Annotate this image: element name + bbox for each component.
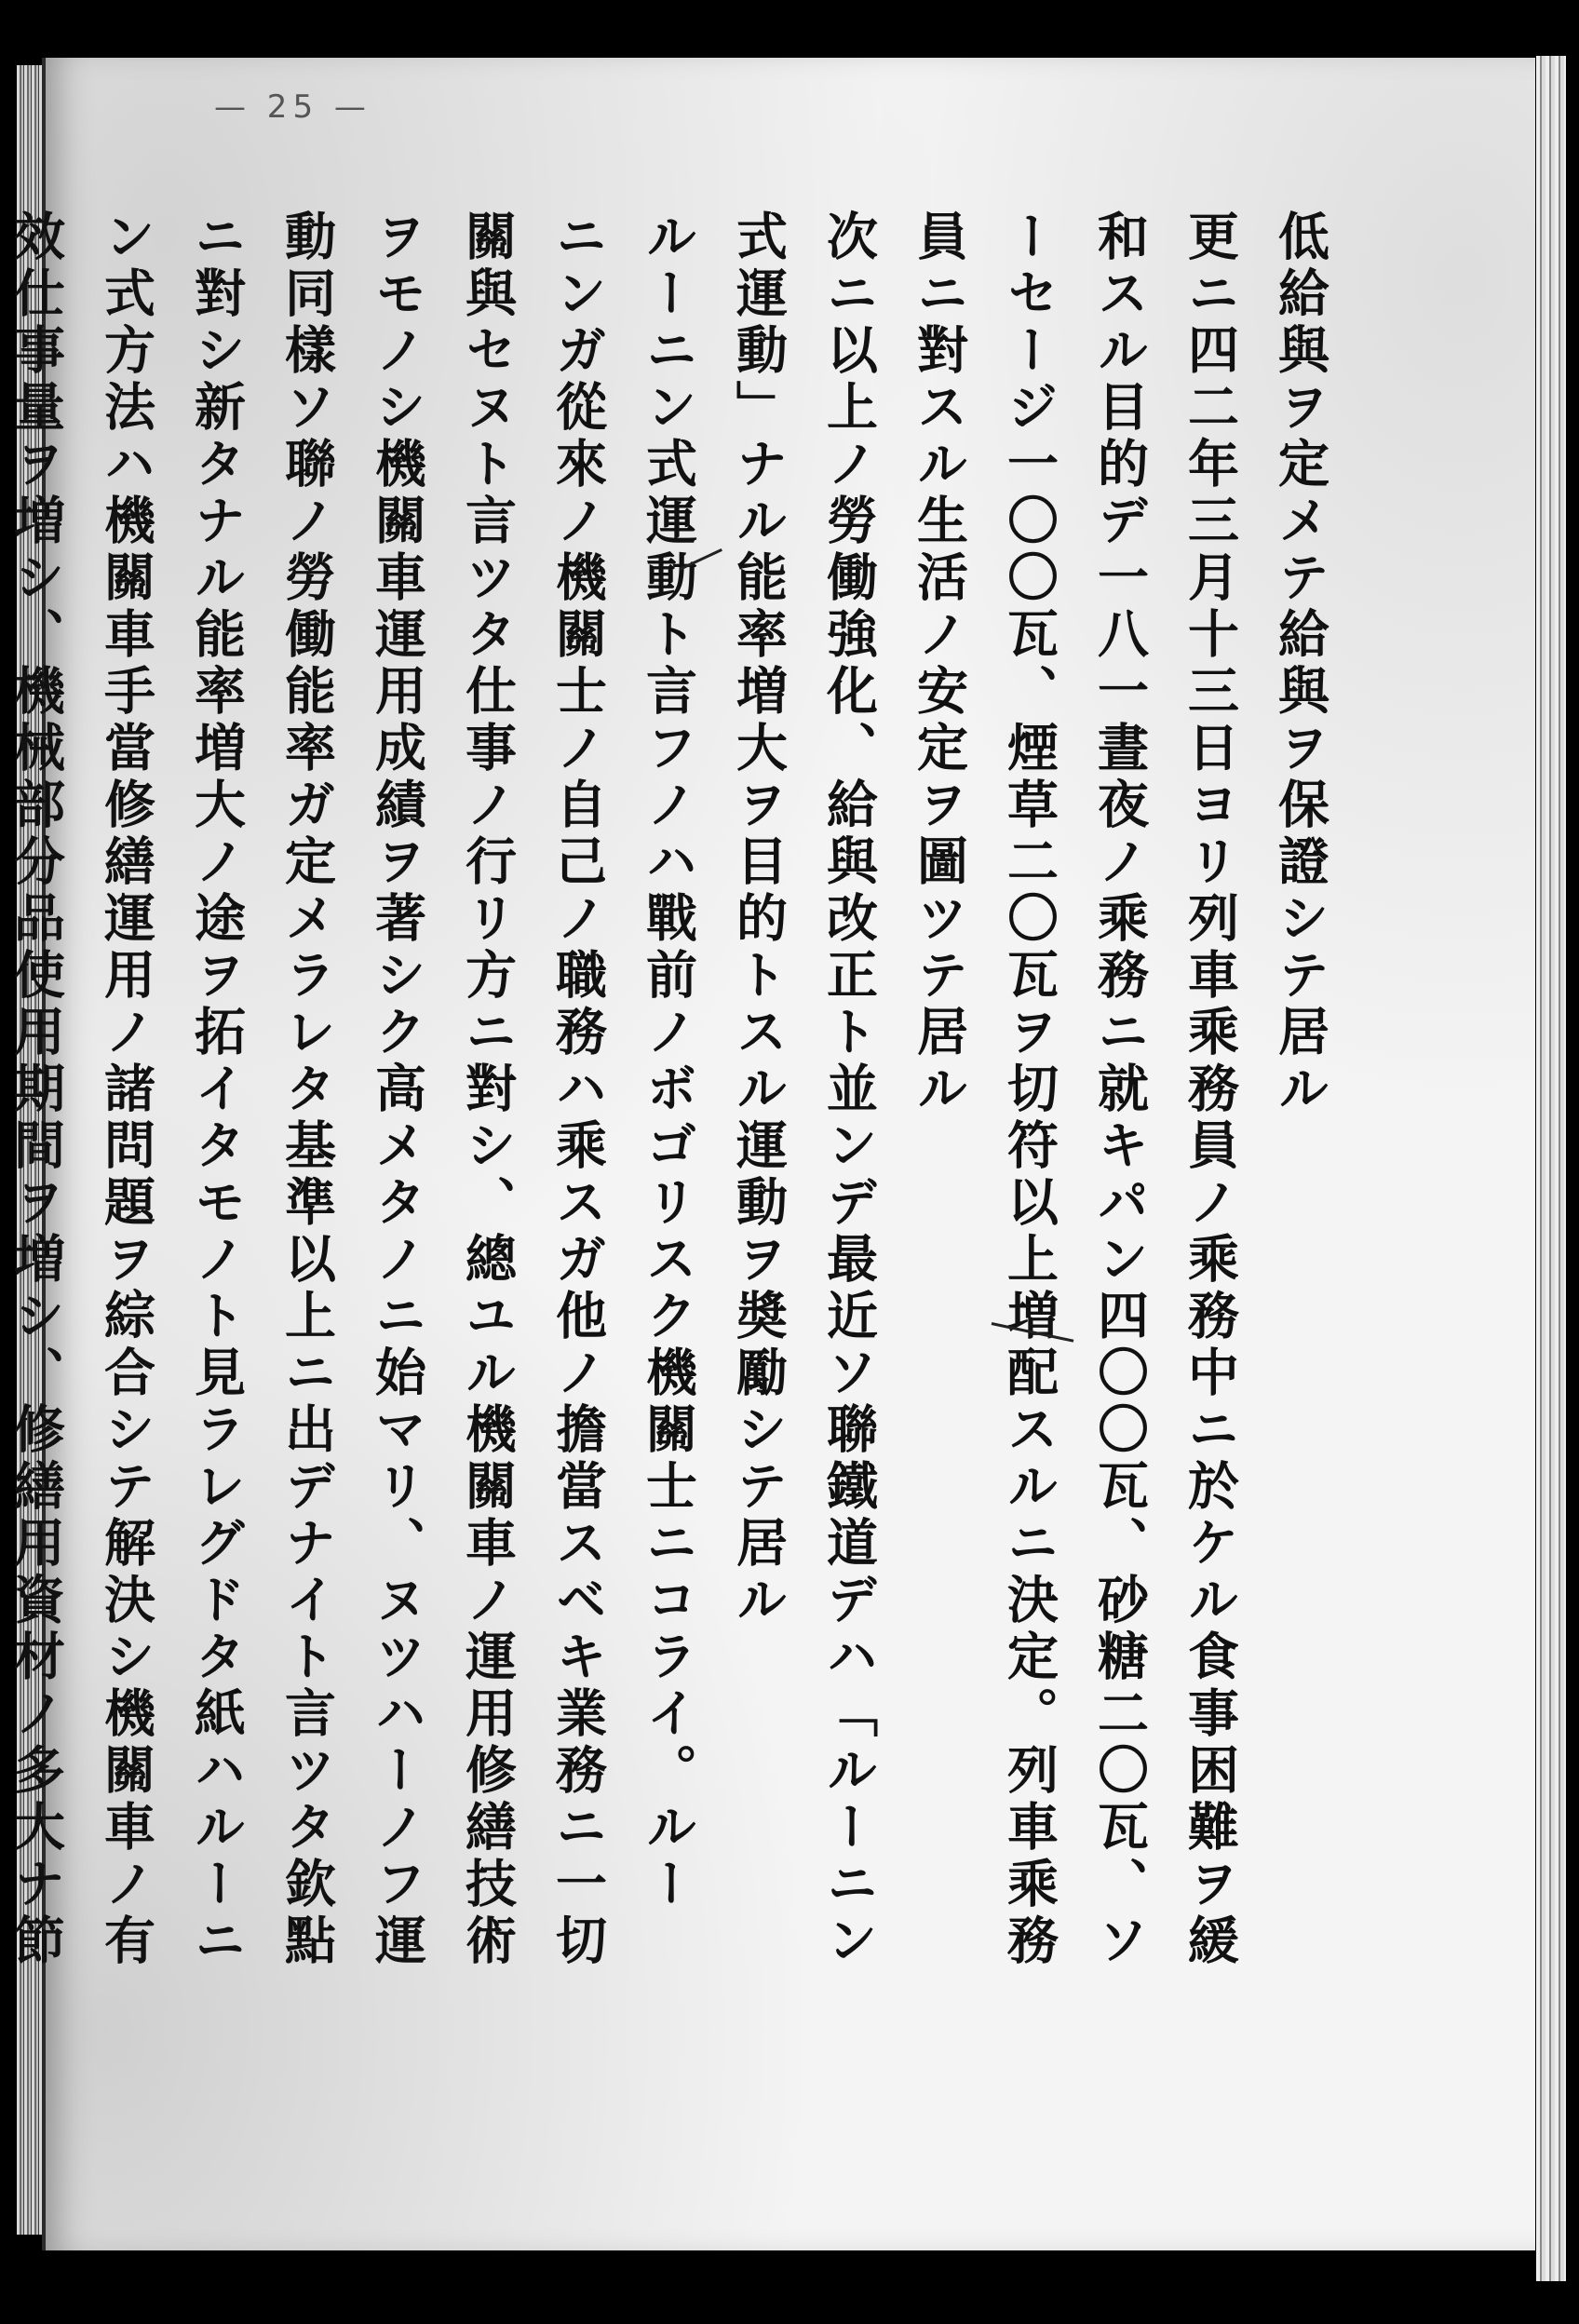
vertical-text-block — [6, 209, 1345, 2072]
text-column: ヲモノシ機關車運用成績ヲ著シク高メタノニ始マリ、ヌツハーノフ運 — [367, 209, 427, 1970]
text-column: ニンガ從來ノ機關士ノ自己ノ職務ハ乘スガ他ノ擔當スベキ業務ニ一切 — [547, 209, 608, 1970]
text-column: 更ニ四二年三月十三日ヨリ列車乘務員ノ乘務中ニ於ケル食事困難ヲ緩 — [1180, 209, 1240, 1970]
text-column: 員ニ對スル生活ノ安定ヲ圖ツテ居ル — [909, 209, 969, 1118]
page-stack-right-edge — [1536, 56, 1566, 2281]
text-column: 動同樣ソ聯ノ勞働能率ガ定メラレタ基準以上ニ出デナイト言ツタ欽點 — [277, 209, 337, 1970]
text-column: ーセージ一〇〇瓦、煙草二〇瓦ヲ切符以上増配スルニ決定。列車乘務 — [999, 209, 1059, 1970]
text-column: 式運動」ナル能率増大ヲ目的トスル運動ヲ奬勵シテ居ル — [728, 209, 789, 1629]
text-column: ルーニン式運動ト言フノハ戰前ノボゴリスク機關士ニコライ。ルー — [638, 209, 698, 1913]
text-column: 次ニ以上ノ勞働強化、給與改正ト並ンデ最近ソ聯鐵道デハ「ルーニン — [818, 209, 879, 1970]
text-column: 低給與ヲ定メテ給與ヲ保證シテ居ル — [1270, 209, 1330, 1118]
text-column: ン式方法ハ機關車手當修繕運用ノ諸問題ヲ綜合シテ解決シ機關車ノ有 — [96, 209, 156, 1970]
text-column: ニ對シ新タナル能率増大ノ途ヲ拓イタモノト見ラレグドタ紙ハルーニ — [186, 209, 247, 1970]
text-column: 效仕事量ヲ増シ、機械部分品使用期間ヲ増シ、修繕用資材ノ多大ナ節 — [6, 209, 66, 1970]
text-column: 關與セヌト言ツタ仕事ノ行リ方ニ對シ、總ユル機關車ノ運用修繕技術 — [457, 209, 518, 1970]
text-column: 和スル目的デ一八一晝夜ノ乘務ニ就キパン四〇〇瓦、砂糖二〇瓦、ソ — [1089, 209, 1150, 1970]
page-number: — 25 — — [214, 88, 371, 126]
